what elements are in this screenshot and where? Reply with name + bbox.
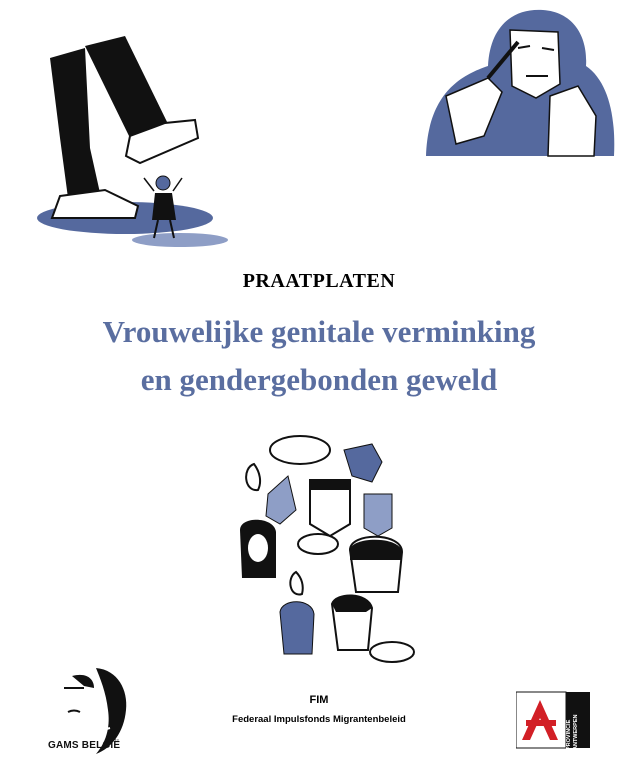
faces-speech-bubbles-illustration-icon: [232, 432, 422, 664]
title-line-2: en gendergebonden geweld: [140, 362, 498, 397]
fim-abbreviation: FIM: [309, 694, 329, 706]
gams-logo-text: GAMS BELGIË: [48, 740, 121, 751]
provincie-logo-text: PROVINCIE ANTWERPEN: [566, 714, 579, 750]
fim-block: [210, 694, 428, 725]
title-line-1: Vrouwelijke genitale verminking: [102, 314, 536, 349]
kicker-text: PRAATPLATEN: [242, 270, 396, 292]
fim-full-name: Federaal Impulsfonds Migrantenbeleid: [232, 714, 406, 725]
hooded-person-illustration-icon: [418, 6, 618, 166]
feet-stepping-illustration-icon: [30, 28, 240, 253]
